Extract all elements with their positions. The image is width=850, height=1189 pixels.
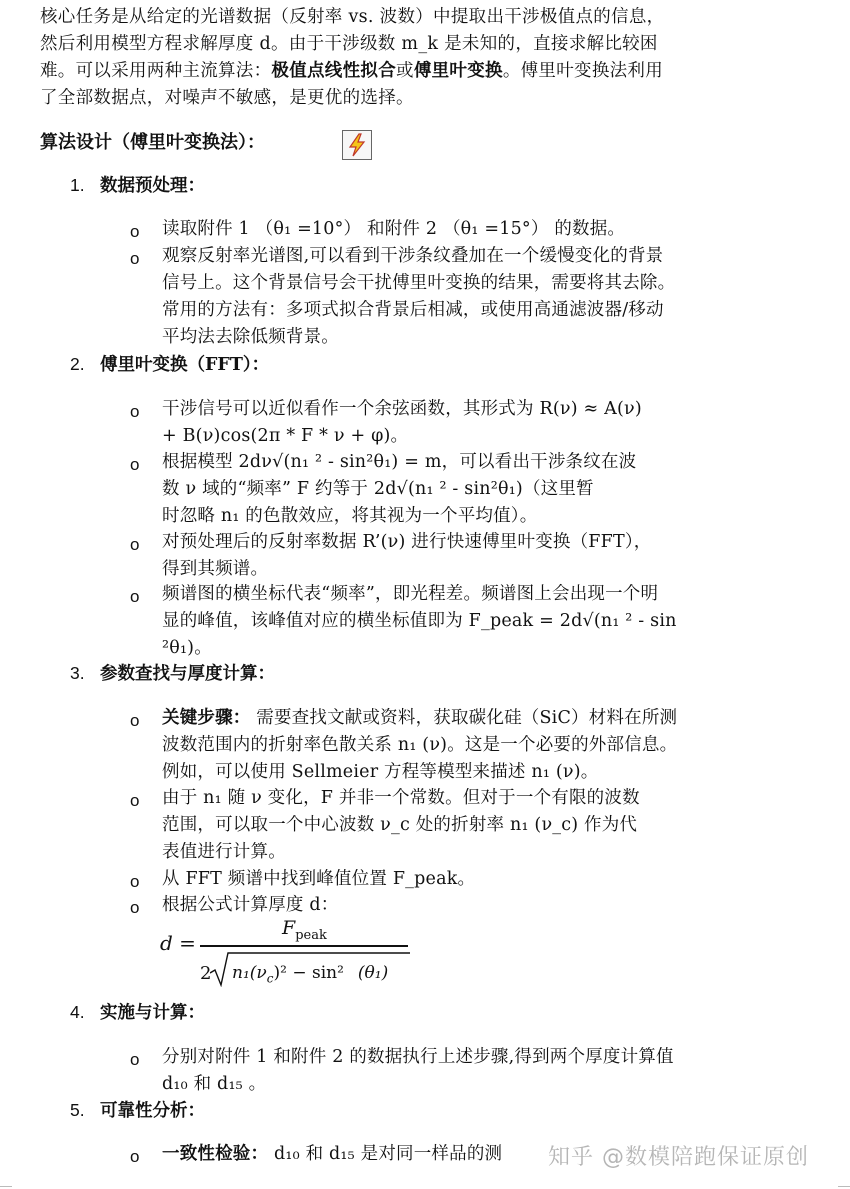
- formula-numerator: [282, 917, 327, 943]
- s2-b2-line-1: 根据模型 2dν√(n₁ ² - sin²θ₁) = m，可以看出干涉条纹在波: [162, 452, 637, 472]
- bullet-marker: o: [130, 249, 140, 268]
- section-5-title: 可靠性分析：: [100, 1101, 205, 1121]
- section-2-title: 傅里叶变换（FFT）：: [100, 355, 270, 375]
- page-corner-mark: [0, 1186, 12, 1187]
- bullet-marker: o: [130, 872, 140, 891]
- intro-line-2: 然后利用模型方程求解厚度 d。由于干涉级数 m_k 是未知的，直接求解比较困: [40, 34, 658, 54]
- section-3-number: 3.: [70, 663, 85, 683]
- s2-bullet-2: [162, 449, 762, 530]
- s1-b2-line-2: 信号上。这个背景信号会干扰傅里叶变换的结果，需要将其去除。: [162, 273, 676, 293]
- section-1-number: 1.: [70, 175, 85, 195]
- section-3-heading: [70, 660, 275, 688]
- formula-den-coef: 2: [200, 963, 212, 984]
- s1-b2-line-3: 常用的方法有：多项式拟合背景后相减，或使用高通滤波器/移动: [162, 300, 664, 320]
- section-5-heading: [70, 1097, 205, 1125]
- formula-lhs: d =: [160, 931, 196, 955]
- s3-bullet-2: [162, 785, 762, 866]
- formula-num-f: F: [282, 917, 296, 939]
- intro-line-4: 了全部数据点，对噪声不敏感，是更优的选择。: [40, 88, 414, 108]
- s1-b2-line-1: 观察反射率光谱图,可以看到干涉条纹叠加在一个缓慢变化的背景: [162, 246, 664, 266]
- bullet-marker: o: [130, 587, 140, 606]
- section-4-title: 实施与计算：: [100, 1003, 205, 1023]
- intro-line-1: 核心任务是从给定的光谱数据（反射率 vs. 波数）中提取出干涉极值点的信息，: [40, 7, 665, 27]
- s2-bullet-1: [162, 396, 762, 450]
- s3-b1-line-1-text: 需要查找文献或资料，获取碳化硅（SiC）材料在所测: [256, 708, 678, 728]
- fraction-bar: [200, 945, 408, 947]
- bullet-marker: o: [130, 791, 140, 810]
- s5-b1-line-1: d₁₀ 和 d₁₅ 是对同一样品的测: [273, 1144, 503, 1164]
- s2-b3-line-2: 得到其频谱。: [162, 559, 269, 579]
- s2-b4-line-3: ²θ₁)。: [162, 638, 212, 658]
- page-corner-mark: [838, 1186, 850, 1187]
- s3-bullet-3: 从 FFT 频谱中找到峰值位置 F_peak。: [162, 869, 476, 889]
- section-5-number: 5.: [70, 1100, 85, 1120]
- section-3-title: 参数查找与厚度计算：: [100, 664, 275, 684]
- intro-paragraph: [40, 4, 810, 112]
- section-4-heading: [70, 999, 205, 1027]
- section-2-heading: [70, 351, 269, 379]
- s3-key-label: 关键步骤：: [162, 708, 251, 728]
- bullet-marker: o: [130, 222, 140, 241]
- bullet-marker: o: [130, 1050, 140, 1069]
- formula-den-sub: c: [266, 971, 274, 986]
- formula-num-sub: peak: [295, 927, 327, 943]
- section-4-number: 4.: [70, 1002, 85, 1022]
- bullet-marker: o: [130, 898, 140, 917]
- s2-b4-line-2: 显的峰值，该峰值对应的横坐标值即为 F_peak = 2d√(n₁ ² - sin: [162, 611, 677, 631]
- bullet-marker: o: [130, 455, 140, 474]
- bullet-marker: o: [130, 711, 140, 730]
- s3-b2-line-1: 由于 n₁ 随 ν 变化，F 并非一个常数。但对于一个有限的波数: [162, 788, 640, 808]
- s2-b4-line-1: 频谱图的横坐标代表“频率”，即光程差。频谱图上会出现一个明: [162, 584, 659, 604]
- s1-bullet-1: [162, 216, 762, 243]
- bullet-marker: o: [130, 1147, 140, 1166]
- thickness-formula: [160, 915, 420, 995]
- s3-b1-line-2: 波数范围内的折射率色散关系 n₁ (ν)。这是一个必要的外部信息。: [162, 735, 678, 755]
- watermark: 知乎 @数模陪跑保证原创: [548, 1145, 809, 1170]
- formula-den-rest: )² − sin²: [273, 963, 344, 983]
- s2-bullet-3: [162, 529, 762, 583]
- section-1-title: 数据预处理：: [100, 176, 205, 196]
- algorithm-title: 算法设计（傅里叶变换法）：: [40, 132, 265, 153]
- s2-b1-line-1: 干涉信号可以近似看作一个余弦函数，其形式为 R(ν) ≈ A(ν): [162, 399, 642, 419]
- section-1-heading: [70, 172, 205, 200]
- formula-den-expr: [232, 963, 388, 985]
- s3-b2-line-3: 表值进行计算。: [162, 842, 286, 862]
- intro-line-3: [40, 58, 810, 85]
- s5-key-label: 一致性检验：: [162, 1144, 269, 1164]
- intro-bold-fourier: 傅里叶变换: [413, 61, 503, 81]
- s2-b2-line-3: 时忽略 n₁ 的色散效应，将其视为一个平均值）。: [162, 506, 538, 526]
- s3-bullet-4: 根据公式计算厚度 d：: [162, 895, 339, 915]
- section-2-number: 2.: [70, 354, 85, 374]
- s3-b2-line-2: 范围，可以取一个中心波数 ν_c 处的折射率 n₁ (ν_c) 作为代: [162, 815, 638, 835]
- s1-b1-line-1: 读取附件 1 （θ₁ =10°） 和附件 2 （θ₁ =15°） 的数据。: [162, 219, 626, 239]
- s4-b1-line-2: d₁₀ 和 d₁₅ 。: [162, 1074, 267, 1094]
- intro-line-3-text: 难。可以采用两种主流算法：: [40, 61, 272, 81]
- s4-bullet-1: [162, 1044, 762, 1098]
- s1-bullet-2: [162, 243, 762, 351]
- s1-b2-line-4: 平均法去除低频背景。: [162, 327, 339, 347]
- formula-den-theta: (θ₁): [357, 963, 389, 983]
- intro-or: 或: [396, 61, 414, 81]
- s4-b1-line-1: 分别对附件 1 和附件 2 的数据执行上述步骤,得到两个厚度计算值: [162, 1047, 674, 1067]
- s3-b1-line-3: 例如，可以使用 Sellmeier 方程等模型来描述 n₁ (ν)。: [162, 762, 599, 782]
- s2-b1-line-2: + B(ν)cos(2π * F * ν + φ)。: [162, 426, 409, 446]
- lightning-icon-svg: [343, 131, 371, 159]
- lightning-icon[interactable]: [342, 130, 372, 160]
- s3-b1-line-1: [162, 705, 762, 732]
- intro-tail: 。傅里叶变换法利用: [502, 61, 664, 81]
- s2-bullet-4: [162, 581, 762, 662]
- bullet-marker: o: [130, 535, 140, 554]
- s3-bullet-1: [162, 705, 762, 786]
- s2-b2-line-2: 数 ν 域的“频率” F 约等于 2d√(n₁ ² - sin²θ₁)（这里暂: [162, 479, 594, 499]
- bullet-marker: o: [130, 402, 140, 421]
- formula-den-n: n₁(ν: [232, 963, 267, 983]
- intro-bold-linear-fit: 极值点线性拟合: [271, 61, 397, 81]
- s2-b3-line-1: 对预处理后的反射率数据 R’(ν) 进行快速傅里叶变换（FFT），: [162, 532, 652, 552]
